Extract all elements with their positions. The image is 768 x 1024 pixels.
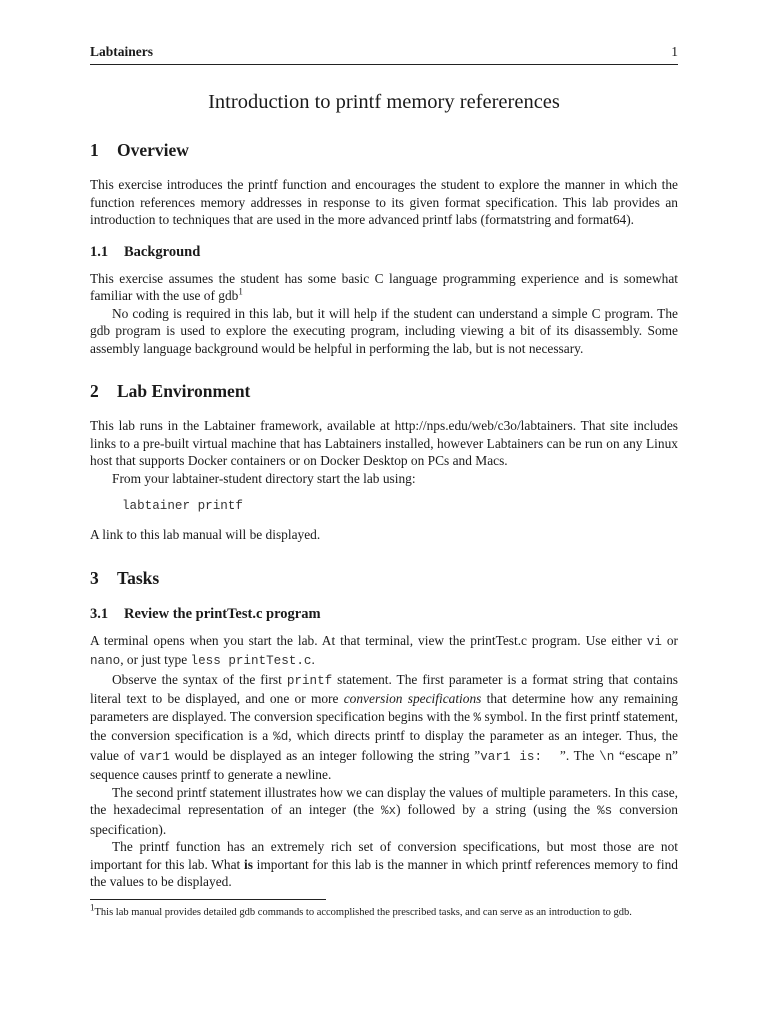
inline-code: vi (646, 634, 662, 649)
document-title: Introduction to printf memory refererences (208, 91, 560, 113)
paragraph-text: This exercise assumes the student has some basic C language programming experience and is somewhat familiar with the use of gdb (90, 270, 678, 303)
inline-code: \n (599, 749, 615, 764)
text: The second printf statement illustrates how we can display the values of multiple parameters. In this case, the hexadecimal representation of an integer (the (90, 784, 678, 817)
inline-code: nano (90, 654, 121, 668)
footnote-marker: 1 (238, 286, 243, 297)
subsection-heading-review (90, 604, 678, 624)
text: that determine how any remaining parameters are displayed. The conversion specification begins with the (90, 691, 678, 724)
footnote-text: This lab manual provides detailed gdb commands to accomplished the prescribed tasks, and can serve as an introduction to gdb. (94, 906, 632, 918)
paragraph: No coding is required in this lab, but it will help if the student can understand a simple C program. The gdb program is used to explore the executing program, including viewing a bit of its disassembly. Some assembly language background would be helpful in performing the lab, but is not necessary. (90, 305, 678, 356)
header-title: Labtainers (90, 44, 154, 59)
inline-code: var1 is: (480, 749, 560, 764)
text: The printf function has an extremely rich set of conversion specifications, but most those are not important for this lab. What (90, 839, 678, 872)
text: would be displayed as an integer following the string ” (169, 747, 481, 763)
section-heading-lab-environment (90, 379, 678, 403)
document-body (90, 88, 678, 920)
inline-code: %s (597, 804, 613, 818)
text: , which directs printf to display the parameter as an integer. Thus, the value of (90, 728, 678, 763)
text: ) followed by a string (using the (396, 802, 598, 817)
footnote-rule (90, 899, 326, 900)
inline-code: %x (380, 804, 397, 818)
subsection-number: 1.1 (90, 243, 109, 260)
text: “escape n” sequence causes printf to generate a newline. (90, 747, 678, 782)
bold-text: is (243, 856, 253, 872)
footnote (90, 902, 678, 921)
inline-code: % (473, 710, 482, 725)
running-header (90, 44, 678, 62)
paragraph: From your labtainer-student directory start the lab using: (112, 470, 416, 486)
text: or (661, 632, 678, 648)
section-number: 2 (90, 381, 99, 401)
subsection-title: Background (124, 243, 201, 260)
inline-code: printf (286, 673, 333, 688)
inline-code: %d (273, 730, 289, 744)
page-number: 1 (671, 44, 678, 59)
inline-code: less printTest.c (190, 654, 312, 668)
section-title: Overview (117, 140, 189, 160)
section-heading-tasks (90, 566, 678, 590)
paragraph (90, 784, 678, 839)
header-rule (90, 64, 678, 65)
section-number: 3 (90, 567, 99, 588)
text: ”. The (559, 747, 600, 763)
paragraph: This lab runs in the Labtainer framework, available at http://nps.edu/web/c3o/labtainers. That site includes links to a pre-built virtual machine that has Labtainers installed, however Labtainers can be run on any Linux host that supports Docker containers or on Docker Desktop on PCs and Macs. (90, 418, 678, 468)
footnote-marker: 1 (90, 902, 95, 912)
text: conversion specification). (90, 802, 678, 837)
text: . (311, 652, 315, 667)
text: , or just type (120, 652, 191, 667)
paragraph: This exercise introduces the printf function and encourages the student to explore the manner in which the function references memory addresses in response to its given format specification. This lab provides an introduction to techniques that are used in the more advanced printf labs (formatstring and format64). (90, 177, 678, 227)
inline-code: var1 (139, 749, 170, 764)
section-number: 1 (90, 140, 99, 160)
paragraph (90, 671, 678, 784)
paragraph: A link to this lab manual will be displayed. (90, 527, 321, 542)
emphasis: conversion specifications (343, 691, 482, 706)
text: important for this lab is the manner in which printf references memory to find the values to be displayed. (90, 856, 678, 889)
subsection-heading-background (90, 242, 678, 262)
text: Observe the syntax of the first (112, 671, 287, 687)
subsection-number: 3.1 (90, 605, 109, 622)
section-title: Tasks (117, 567, 160, 588)
text: statement. The first parameter is a format string that contains literal text to be displayed, and one or more (90, 671, 678, 706)
paragraph (90, 270, 678, 305)
paragraph (90, 838, 678, 891)
subsection-title: Review the printTest.c program (124, 605, 321, 622)
code-block: labtainer printf (122, 499, 243, 513)
section-heading-overview (90, 138, 678, 162)
section-title: Lab Environment (117, 381, 251, 401)
paragraph (90, 632, 678, 671)
text: A terminal opens when you start the lab. At that terminal, view the printTest.c program. Use either (90, 632, 647, 648)
text: symbol. In the first printf statement, the conversion specification is a (90, 708, 678, 743)
